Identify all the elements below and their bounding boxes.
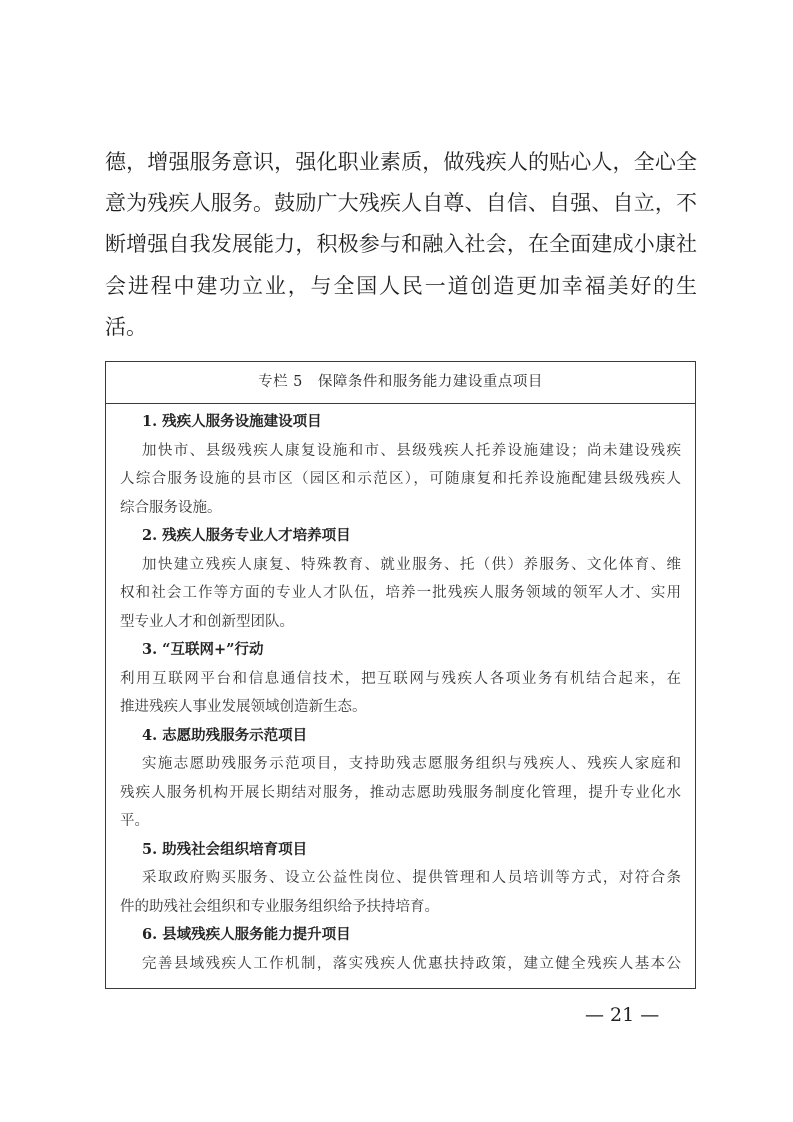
- project-heading: 5. 助残社会组织培育项目: [142, 840, 308, 858]
- project-text-line: 平。: [120, 813, 149, 829]
- project-text-line: 加快市、县级残疾人康复设施和市、县级残疾人托养设施建设；尚未建设残疾: [142, 442, 681, 459]
- project-text-line: 权和社会工作等方面的专业人才队伍，培养一批残疾人服务领域的领军人才、实用: [120, 585, 681, 601]
- project-heading: 1. 残疾人服务设施建设项目: [142, 413, 322, 430]
- intro-line: 断增强自我发展能力，积极参与和融入社会，在全面建成小康社: [105, 232, 697, 257]
- project-text-line: 型专业人才和创新型团队。: [120, 613, 294, 630]
- project-text-line: 残疾人服务机构开展长期结对服务，推动志愿助残服务制度化管理，提升专业化水: [120, 784, 681, 801]
- page-number: — 21 —: [585, 1004, 660, 1026]
- project-text-line: 采取政府购买服务、设立公益性岗位、提供管理和人员培训等方式，对符合条: [142, 870, 681, 886]
- project-text-line: 综合服务设施。: [120, 499, 222, 516]
- project-heading: 6. 县域残疾人服务能力提升项目: [142, 926, 351, 943]
- intro-paragraph: [105, 142, 697, 348]
- intro-line: 意为残疾人服务。鼓励广大残疾人自尊、自信、自强、自立，不: [105, 191, 697, 216]
- project-text-line: 人综合服务设施的县市区（园区和示范区），可随康复和托养设施配建县级残疾人: [120, 471, 681, 487]
- column-box-body: [106, 404, 695, 978]
- project-text-line: 实施志愿助残服务示范项目，支持助残志愿服务组织与残疾人、残疾人家庭和: [142, 756, 681, 772]
- project-text-line: 推进残疾人事业发展领域创造新生态。: [120, 699, 367, 715]
- intro-line: 德，增强服务意识，强化职业素质，做残疾人的贴心人，全心全: [105, 150, 697, 174]
- project-text-line: 利用互联网平台和信息通信技术，把互联网与残疾人各项业务有机结合起来，在: [120, 670, 681, 687]
- project-text-line: 件的助残社会组织和专业服务组织给予扶持培育。: [120, 898, 439, 915]
- intro-line: 会进程中建功立业，与全国人民一道创造更加幸福美好的生: [105, 273, 697, 298]
- project-heading: 2. 残疾人服务专业人才培养项目: [142, 527, 351, 544]
- project-heading: 4. 志愿助残服务示范项目: [142, 726, 308, 744]
- column-box-title: 专栏 5 保障条件和服务能力建设重点项目: [106, 362, 695, 404]
- project-text-line: 加快建立残疾人康复、特殊教育、就业服务、托（供）养服务、文化体育、维: [142, 556, 681, 573]
- column-box: [105, 361, 696, 989]
- intro-line: 活。: [105, 314, 147, 339]
- project-heading: 3. “互联网+”行动: [142, 641, 264, 658]
- project-text-line: 完善县域残疾人工作机制，落实残疾人优惠扶持政策，建立健全残疾人基本公: [142, 955, 681, 972]
